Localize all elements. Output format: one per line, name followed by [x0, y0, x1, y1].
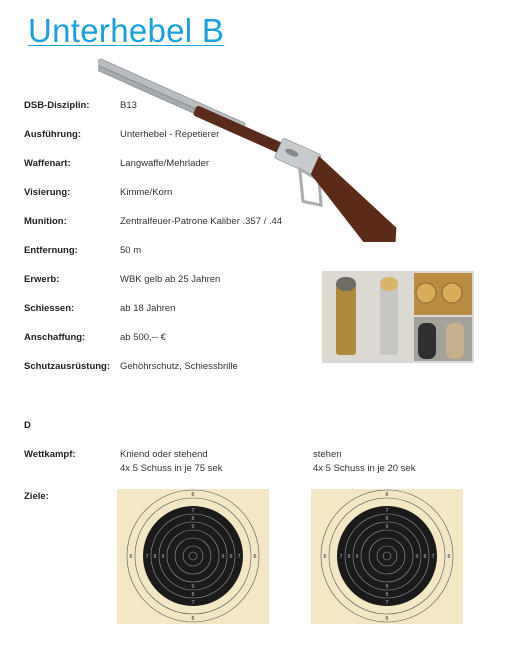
- row-label: DSB-Disziplin:: [24, 100, 90, 111]
- section-letter-text: D: [24, 420, 31, 431]
- row-label: Schutzausrüstung:: [24, 361, 111, 372]
- target-ring-number: 6: [253, 554, 257, 560]
- row-label: Schiessen:: [24, 303, 75, 314]
- target-ring-number: 8: [385, 516, 389, 522]
- target-ring-number: 8: [191, 592, 195, 598]
- target-ring-number: 6: [191, 616, 195, 622]
- target-ring-number: 7: [191, 600, 195, 606]
- rifle-image: [98, 52, 500, 242]
- target-ring-number: 6: [385, 492, 389, 498]
- wettkampf-col1-line1: Kniend oder stehend: [120, 449, 208, 460]
- target-left: [117, 489, 269, 624]
- target-ring-number: 9: [191, 524, 195, 530]
- wettkampf-col2-line2: 4x 5 Schuss in je 20 sek: [313, 463, 416, 474]
- row-label: Entfernung:: [24, 245, 78, 256]
- wettkampf-col1-line2: 4x 5 Schuss in je 75 sek: [120, 463, 223, 474]
- target-ring-number: 6: [129, 554, 133, 560]
- target-ring-number: 8: [423, 554, 427, 560]
- row-value: 50 m: [120, 245, 142, 256]
- row-value: B13: [120, 100, 137, 111]
- target-ring-number: 6: [191, 492, 195, 498]
- target-ring-number: 9: [221, 554, 225, 560]
- row-value: Zentralfeuer-Patrone Kaliber .357 / .44: [120, 216, 283, 227]
- target-right: [311, 489, 463, 624]
- target-ring-number: 7: [431, 554, 435, 560]
- row-label: Munition:: [24, 216, 67, 227]
- target-ring-number: 9: [385, 584, 389, 590]
- target-ring-number: 9: [385, 524, 389, 530]
- target-ring-number: 9: [415, 554, 419, 560]
- target-ring-number: 9: [191, 584, 195, 590]
- target-ring-number: 8: [153, 554, 157, 560]
- row-label: Anschaffung:: [24, 332, 86, 343]
- target-ring-number: 7: [385, 600, 389, 606]
- wettkampf-label: Wettkampf:: [24, 449, 76, 460]
- wettkampf-col2-line1: stehen: [313, 449, 342, 460]
- target-ring-number: 6: [447, 554, 451, 560]
- target-ring-number: 7: [385, 508, 389, 514]
- row-value: Langwaffe/Mehrlader: [120, 158, 210, 169]
- target-ring-number: 6: [385, 616, 389, 622]
- target-ring-number: 7: [339, 554, 343, 560]
- target-ring-number: 8: [385, 592, 389, 598]
- target-ring-number: 9: [161, 554, 165, 560]
- target-ring-number: 7: [145, 554, 149, 560]
- row-label: Visierung:: [24, 187, 71, 198]
- ziele-label: Ziele:: [24, 491, 49, 502]
- row-label: Waffenart:: [24, 158, 71, 169]
- target-ring-number: 9: [355, 554, 359, 560]
- target-ring-number: 7: [191, 508, 195, 514]
- row-value: ab 18 Jahren: [120, 303, 176, 314]
- row-value: Kimme/Korn: [120, 187, 173, 198]
- target-ring-number: 8: [229, 554, 233, 560]
- row-value: ab 500,-- €: [120, 332, 166, 343]
- ammunition-photo: [322, 271, 474, 363]
- page-title: Unterhebel B: [28, 12, 225, 49]
- row-label: Erwerb:: [24, 274, 60, 285]
- row-value: Unterhebel - Repetierer: [120, 129, 220, 140]
- row-label: Ausführung:: [24, 129, 81, 140]
- row-value: Gehöhrschutz, Schiessbrille: [120, 361, 238, 372]
- target-ring-number: 6: [323, 554, 327, 560]
- target-ring-number: 7: [237, 554, 241, 560]
- row-value: WBK gelb ab 25 Jahren: [120, 274, 221, 285]
- target-ring-number: 8: [347, 554, 351, 560]
- target-ring-number: 8: [191, 516, 195, 522]
